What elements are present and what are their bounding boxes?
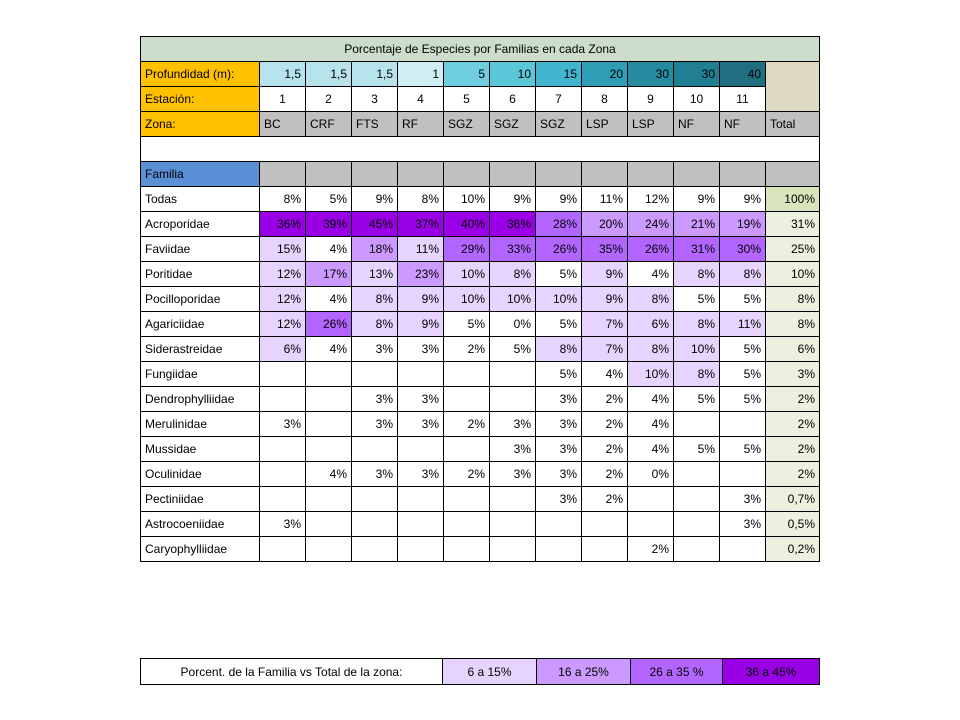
- family-name: Acroporidae: [141, 211, 260, 236]
- depth-cell: 30: [628, 62, 674, 87]
- station-cell: 11: [720, 87, 766, 112]
- legend-band: 6 a 15%: [443, 659, 537, 685]
- family-row: [141, 511, 820, 536]
- total-cell: 8%: [766, 311, 820, 336]
- legend-table: [140, 658, 820, 685]
- percent-cell: [260, 461, 306, 486]
- percent-cell: [444, 386, 490, 411]
- familia-label: Familia: [141, 161, 260, 186]
- percent-cell: 2%: [582, 386, 628, 411]
- legend-row: [141, 659, 820, 685]
- family-name: Mussidae: [141, 436, 260, 461]
- percent-cell: [674, 486, 720, 511]
- percent-cell: [260, 536, 306, 561]
- depth-cell: 20: [582, 62, 628, 87]
- percent-cell: [490, 511, 536, 536]
- familia-row: [141, 161, 820, 186]
- percent-cell: [674, 461, 720, 486]
- depth-cell: 15: [536, 62, 582, 87]
- percent-cell: [490, 386, 536, 411]
- familia-gray-cell: [720, 161, 766, 186]
- percent-cell: 8%: [352, 311, 398, 336]
- percent-cell: 5%: [674, 436, 720, 461]
- family-row: [141, 361, 820, 386]
- percent-cell: [444, 361, 490, 386]
- total-cell: 0,2%: [766, 536, 820, 561]
- legend-band: 26 a 35 %: [631, 659, 723, 685]
- zone-cell: CRF: [306, 112, 352, 137]
- total-cell: 2%: [766, 411, 820, 436]
- percent-cell: 20%: [582, 211, 628, 236]
- percent-cell: 5%: [444, 311, 490, 336]
- percent-cell: 4%: [306, 336, 352, 361]
- depth-cell: 1,5: [306, 62, 352, 87]
- zone-cell: NF: [674, 112, 720, 137]
- family-name: Oculinidae: [141, 461, 260, 486]
- percent-cell: 39%: [306, 211, 352, 236]
- percent-cell: [628, 511, 674, 536]
- station-label: Estación:: [141, 87, 260, 112]
- percent-cell: 3%: [398, 411, 444, 436]
- percent-cell: [398, 436, 444, 461]
- depth-cell: 30: [674, 62, 720, 87]
- total-cell: 8%: [766, 286, 820, 311]
- zone-cell: FTS: [352, 112, 398, 137]
- percent-cell: 35%: [582, 236, 628, 261]
- legend-band: 36 a 45%: [723, 659, 820, 685]
- zone-cell: BC: [260, 112, 306, 137]
- total-cell: 2%: [766, 386, 820, 411]
- percent-cell: 3%: [720, 486, 766, 511]
- percent-cell: [536, 511, 582, 536]
- percent-cell: 5%: [674, 386, 720, 411]
- station-cell: 1: [260, 87, 306, 112]
- percent-cell: 10%: [444, 186, 490, 211]
- percent-cell: 15%: [260, 236, 306, 261]
- percent-cell: [536, 536, 582, 561]
- percent-cell: 3%: [352, 336, 398, 361]
- percent-cell: 10%: [628, 361, 674, 386]
- family-row: [141, 486, 820, 511]
- percent-cell: [582, 536, 628, 561]
- percent-cell: 11%: [582, 186, 628, 211]
- spacer-cell: [141, 137, 820, 162]
- percent-cell: 5%: [720, 436, 766, 461]
- family-row: [141, 536, 820, 561]
- percent-cell: 8%: [720, 261, 766, 286]
- percent-cell: 2%: [582, 461, 628, 486]
- percent-cell: 8%: [398, 186, 444, 211]
- percent-cell: 8%: [674, 261, 720, 286]
- family-name: Fungiidae: [141, 361, 260, 386]
- spacer-row: [141, 137, 820, 162]
- percent-cell: 8%: [352, 286, 398, 311]
- percent-cell: 19%: [720, 211, 766, 236]
- percent-cell: 3%: [536, 436, 582, 461]
- percent-cell: 29%: [444, 236, 490, 261]
- percent-cell: 7%: [582, 336, 628, 361]
- percent-cell: 10%: [674, 336, 720, 361]
- percent-cell: 9%: [720, 186, 766, 211]
- percent-cell: 9%: [536, 186, 582, 211]
- percent-cell: 3%: [490, 436, 536, 461]
- total-cell: 0,7%: [766, 486, 820, 511]
- percent-cell: 3%: [352, 461, 398, 486]
- percent-cell: 12%: [628, 186, 674, 211]
- percent-cell: [306, 536, 352, 561]
- percent-cell: 2%: [444, 411, 490, 436]
- familia-gray-cell: [582, 161, 628, 186]
- percent-cell: 8%: [674, 361, 720, 386]
- familia-gray-cell: [444, 161, 490, 186]
- percent-cell: 5%: [306, 186, 352, 211]
- legend-label: Porcent. de la Familia vs Total de la zona:: [141, 659, 443, 685]
- family-row: [141, 211, 820, 236]
- percent-cell: [306, 511, 352, 536]
- percent-cell: 6%: [260, 336, 306, 361]
- percent-cell: 36%: [260, 211, 306, 236]
- title-row: [141, 37, 820, 62]
- familia-gray-cell: [628, 161, 674, 186]
- family-name: Pocilloporidae: [141, 286, 260, 311]
- station-cell: 6: [490, 87, 536, 112]
- zone-label: Zona:: [141, 112, 260, 137]
- zone-cell: SGZ: [536, 112, 582, 137]
- percent-cell: 0%: [490, 311, 536, 336]
- percent-cell: 9%: [490, 186, 536, 211]
- percent-cell: [628, 486, 674, 511]
- family-name: Poritidae: [141, 261, 260, 286]
- station-cell: 7: [536, 87, 582, 112]
- family-name: Merulinidae: [141, 411, 260, 436]
- family-name: Siderastreidae: [141, 336, 260, 361]
- percent-cell: 4%: [628, 386, 674, 411]
- percent-cell: 3%: [536, 486, 582, 511]
- total-cell: 3%: [766, 361, 820, 386]
- depth-row: [141, 62, 820, 87]
- table-body: [141, 37, 820, 562]
- percent-cell: [720, 411, 766, 436]
- percent-cell: [444, 511, 490, 536]
- percent-cell: 9%: [674, 186, 720, 211]
- percent-cell: [582, 511, 628, 536]
- percent-cell: [398, 361, 444, 386]
- percent-cell: 37%: [398, 211, 444, 236]
- percent-cell: 10%: [536, 286, 582, 311]
- percent-cell: 2%: [444, 336, 490, 361]
- depth-cell: 1: [398, 62, 444, 87]
- percent-cell: 3%: [260, 511, 306, 536]
- species-table-sheet: [140, 36, 820, 562]
- percent-cell: [720, 461, 766, 486]
- percent-cell: 11%: [398, 236, 444, 261]
- percent-cell: 8%: [674, 311, 720, 336]
- family-name: Astrocoeniidae: [141, 511, 260, 536]
- station-cell: 10: [674, 87, 720, 112]
- percent-cell: 45%: [352, 211, 398, 236]
- percent-cell: [306, 386, 352, 411]
- station-cell: 8: [582, 87, 628, 112]
- percent-cell: 3%: [352, 386, 398, 411]
- station-row: [141, 87, 820, 112]
- percent-cell: [352, 486, 398, 511]
- percent-cell: 11%: [720, 311, 766, 336]
- familia-gray-cell: [260, 161, 306, 186]
- zone-cell: LSP: [582, 112, 628, 137]
- family-row: [141, 236, 820, 261]
- familia-gray-cell: [398, 161, 444, 186]
- family-row: [141, 336, 820, 361]
- percent-cell: [674, 536, 720, 561]
- total-cell: 6%: [766, 336, 820, 361]
- percent-cell: 12%: [260, 286, 306, 311]
- percent-cell: 13%: [352, 261, 398, 286]
- percent-cell: 10%: [444, 286, 490, 311]
- family-name: Todas: [141, 186, 260, 211]
- percent-cell: 2%: [582, 411, 628, 436]
- percent-cell: [398, 486, 444, 511]
- percent-cell: 23%: [398, 261, 444, 286]
- percent-cell: [444, 436, 490, 461]
- total-header-block: [766, 62, 820, 112]
- percent-cell: 17%: [306, 261, 352, 286]
- family-row: [141, 386, 820, 411]
- percent-cell: 8%: [628, 286, 674, 311]
- percent-cell: 0%: [628, 461, 674, 486]
- depth-cell: 1,5: [260, 62, 306, 87]
- percent-cell: 4%: [306, 461, 352, 486]
- familia-gray-cell: [352, 161, 398, 186]
- percent-cell: 9%: [582, 286, 628, 311]
- percent-cell: 26%: [536, 236, 582, 261]
- percent-cell: 3%: [490, 411, 536, 436]
- percent-cell: 6%: [628, 311, 674, 336]
- percent-cell: 4%: [628, 436, 674, 461]
- percent-cell: 4%: [628, 261, 674, 286]
- total-cell: 2%: [766, 436, 820, 461]
- percent-cell: [260, 386, 306, 411]
- percent-cell: 21%: [674, 211, 720, 236]
- familia-gray-cell: [490, 161, 536, 186]
- depth-cell: 10: [490, 62, 536, 87]
- percent-cell: [306, 411, 352, 436]
- percent-cell: 3%: [720, 511, 766, 536]
- percent-cell: [352, 536, 398, 561]
- depth-label: Profundidad (m):: [141, 62, 260, 87]
- family-row: [141, 186, 820, 211]
- legend-band: 16 a 25%: [537, 659, 631, 685]
- percent-cell: 10%: [444, 261, 490, 286]
- percent-cell: [444, 486, 490, 511]
- percent-cell: 40%: [444, 211, 490, 236]
- family-name: Pectiniidae: [141, 486, 260, 511]
- percent-cell: [352, 436, 398, 461]
- depth-cell: 5: [444, 62, 490, 87]
- percent-cell: 2%: [444, 461, 490, 486]
- percent-cell: [490, 361, 536, 386]
- percent-cell: 9%: [352, 186, 398, 211]
- percent-cell: 5%: [536, 261, 582, 286]
- table-title: Porcentaje de Especies por Familias en cada Zona: [141, 37, 820, 62]
- percent-cell: 3%: [398, 386, 444, 411]
- percent-cell: 8%: [628, 336, 674, 361]
- family-name: Agariciidae: [141, 311, 260, 336]
- depth-cell: 40: [720, 62, 766, 87]
- percent-cell: 5%: [720, 336, 766, 361]
- percent-cell: [720, 536, 766, 561]
- percent-cell: 8%: [536, 336, 582, 361]
- percent-cell: 33%: [490, 236, 536, 261]
- percent-cell: 12%: [260, 311, 306, 336]
- familia-gray-cell: [536, 161, 582, 186]
- zone-cell: RF: [398, 112, 444, 137]
- percent-cell: [444, 536, 490, 561]
- family-name: Dendrophylliidae: [141, 386, 260, 411]
- percent-cell: 3%: [398, 336, 444, 361]
- total-cell: 2%: [766, 461, 820, 486]
- percent-cell: 2%: [582, 486, 628, 511]
- percent-cell: 4%: [582, 361, 628, 386]
- percent-cell: 8%: [490, 261, 536, 286]
- station-cell: 5: [444, 87, 490, 112]
- percent-cell: 5%: [720, 361, 766, 386]
- station-cell: 4: [398, 87, 444, 112]
- percent-cell: 5%: [720, 286, 766, 311]
- percent-cell: 3%: [260, 411, 306, 436]
- total-header: Total: [766, 112, 820, 137]
- zone-cell: SGZ: [444, 112, 490, 137]
- percent-cell: 3%: [490, 461, 536, 486]
- family-row: [141, 411, 820, 436]
- percent-cell: [674, 511, 720, 536]
- percent-cell: 8%: [260, 186, 306, 211]
- percent-cell: 26%: [628, 236, 674, 261]
- familia-gray-cell: [306, 161, 352, 186]
- percent-cell: 30%: [720, 236, 766, 261]
- total-cell: 10%: [766, 261, 820, 286]
- percent-cell: 5%: [674, 286, 720, 311]
- percent-cell: [398, 536, 444, 561]
- zone-cell: LSP: [628, 112, 674, 137]
- family-row: [141, 311, 820, 336]
- percent-cell: 5%: [536, 311, 582, 336]
- percent-cell: 12%: [260, 261, 306, 286]
- percent-cell: 28%: [536, 211, 582, 236]
- familia-gray-cell: [674, 161, 720, 186]
- percent-cell: 3%: [536, 411, 582, 436]
- family-row: [141, 436, 820, 461]
- percent-cell: 18%: [352, 236, 398, 261]
- percent-cell: 3%: [536, 461, 582, 486]
- zone-cell: SGZ: [490, 112, 536, 137]
- color-legend: [140, 658, 820, 685]
- percent-cell: 3%: [536, 386, 582, 411]
- percent-cell: 3%: [352, 411, 398, 436]
- percent-cell: 9%: [582, 261, 628, 286]
- family-name: Faviidae: [141, 236, 260, 261]
- percent-cell: [306, 486, 352, 511]
- family-row: [141, 261, 820, 286]
- percent-cell: [352, 361, 398, 386]
- total-cell: 0,5%: [766, 511, 820, 536]
- percent-cell: 9%: [398, 286, 444, 311]
- percent-cell: [306, 436, 352, 461]
- species-table: [140, 36, 820, 562]
- percent-cell: 9%: [398, 311, 444, 336]
- percent-cell: 36%: [490, 211, 536, 236]
- percent-cell: 5%: [720, 386, 766, 411]
- percent-cell: [260, 436, 306, 461]
- percent-cell: [352, 511, 398, 536]
- station-cell: 9: [628, 87, 674, 112]
- total-cell: 31%: [766, 211, 820, 236]
- total-cell: 100%: [766, 186, 820, 211]
- percent-cell: 4%: [628, 411, 674, 436]
- percent-cell: [306, 361, 352, 386]
- family-name: Caryophylliidae: [141, 536, 260, 561]
- familia-gray-cell: [766, 161, 820, 186]
- percent-cell: [260, 361, 306, 386]
- percent-cell: 31%: [674, 236, 720, 261]
- station-cell: 3: [352, 87, 398, 112]
- family-row: [141, 286, 820, 311]
- percent-cell: [674, 411, 720, 436]
- zone-cell: NF: [720, 112, 766, 137]
- zone-row: [141, 112, 820, 137]
- percent-cell: 24%: [628, 211, 674, 236]
- percent-cell: [490, 486, 536, 511]
- percent-cell: 26%: [306, 311, 352, 336]
- percent-cell: 2%: [628, 536, 674, 561]
- percent-cell: 3%: [398, 461, 444, 486]
- station-cell: 2: [306, 87, 352, 112]
- percent-cell: 4%: [306, 236, 352, 261]
- percent-cell: [490, 536, 536, 561]
- percent-cell: [260, 486, 306, 511]
- percent-cell: 5%: [536, 361, 582, 386]
- percent-cell: 5%: [490, 336, 536, 361]
- family-row: [141, 461, 820, 486]
- percent-cell: [398, 511, 444, 536]
- percent-cell: 4%: [306, 286, 352, 311]
- depth-cell: 1,5: [352, 62, 398, 87]
- total-cell: 25%: [766, 236, 820, 261]
- percent-cell: 2%: [582, 436, 628, 461]
- percent-cell: 10%: [490, 286, 536, 311]
- percent-cell: 7%: [582, 311, 628, 336]
